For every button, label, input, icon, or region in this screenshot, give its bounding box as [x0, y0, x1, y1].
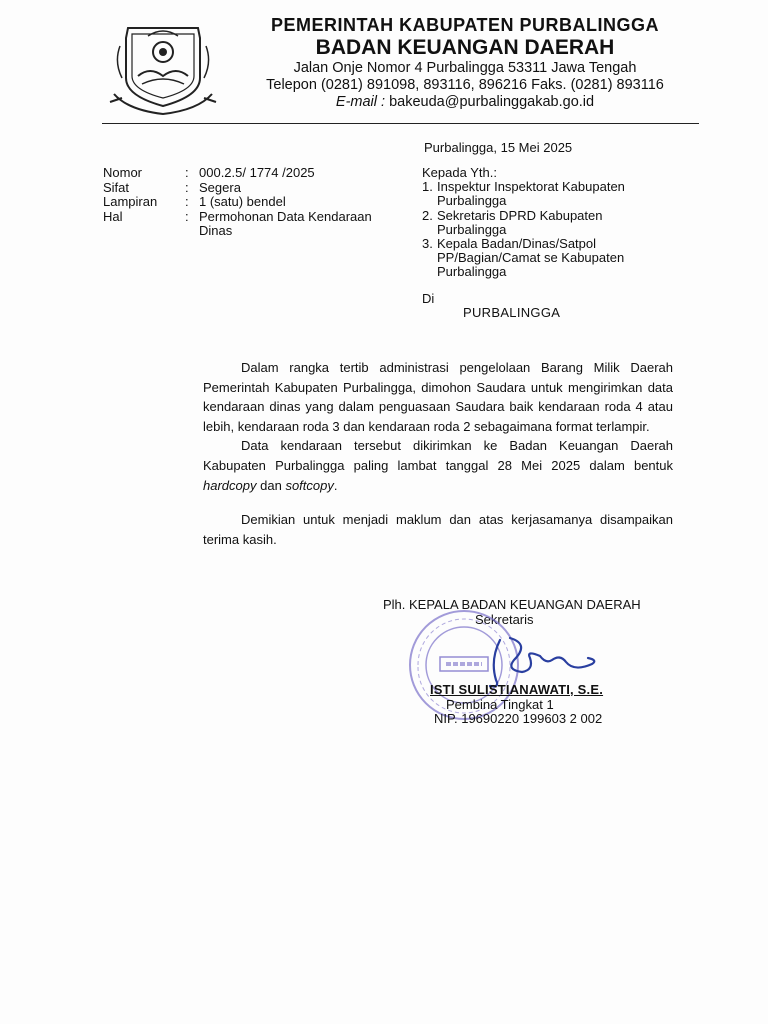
p2-hardcopy: hardcopy	[203, 477, 257, 493]
p2-softcopy: softcopy	[285, 477, 334, 493]
letterhead	[245, 14, 685, 111]
meta-value: Permohonan Data Kendaraan Dinas	[199, 208, 372, 238]
meta-value: Segera	[199, 179, 241, 195]
list-item	[422, 237, 672, 280]
meta-sep: :	[185, 165, 189, 180]
body-paragraph-2	[203, 436, 673, 495]
meta-row	[103, 210, 397, 239]
recipient-number: 1.	[422, 179, 433, 195]
p2-end: .	[333, 477, 338, 493]
regency-emblem-icon	[108, 18, 218, 116]
meta-sep: :	[185, 194, 189, 209]
recipient-city: PURBALINGGA	[463, 305, 561, 320]
meta-sep: :	[185, 208, 189, 224]
signature-title: Plh. KEPALA BADAN KEUANGAN DAERAH	[383, 597, 641, 612]
signatory-nip: NIP. 19690220 199603 2 002	[434, 711, 603, 726]
meta-key: Lampiran	[103, 194, 158, 209]
recipients	[422, 166, 672, 280]
list-item	[422, 180, 672, 208]
signature-subtitle: Sekretaris	[475, 611, 534, 627]
recipient-number: 3.	[422, 236, 433, 252]
letterhead-agency: BADAN KEUANGAN DAERAH	[315, 36, 615, 59]
signatory-name: ISTI SULISTIANAWATI, S.E.	[430, 682, 604, 697]
email-label: E-mail :	[335, 94, 386, 110]
recipient-text: Inspektur Inspektorat Kabupaten Purbalingga	[437, 179, 625, 209]
meta-row	[103, 195, 397, 210]
letterhead-divider	[102, 123, 699, 124]
meta-value: 000.2.5/ 1774 /2025	[199, 165, 315, 180]
p2-text: Data kendaraan tersebut dikirimkan ke Badan Keuangan Daerah Kabupaten Purbalingga paling lambat tanggal 28 Mei 2025 dalam bentuk	[203, 438, 673, 473]
body-paragraph-1: Dalam rangka tertib administrasi pengelolaan Barang Milik Daerah Pemerintah Kabupaten Purbalingga, dimohon Saudara untuk mengirimkan data kendaraan dinas yang dalam penguasaan Saudara baik kendaraan roda 4 atau lebih, kendaraan roda 3 dan kendaraan roda 2 sebagaimana format terlampir.	[203, 360, 673, 434]
recipient-number: 2.	[422, 207, 433, 223]
letterhead-email-line	[245, 94, 685, 111]
meta-key: Nomor	[103, 165, 143, 180]
meta-value: 1 (satu) bendel	[199, 194, 286, 209]
meta-key: Hal	[103, 208, 123, 224]
email-address: bakeuda@purbalinggakab.go.id	[389, 94, 595, 110]
recipients-heading: Kepada Yth.:	[422, 165, 497, 180]
letterhead-government: PEMERINTAH KABUPATEN PURBALINGGA	[271, 15, 659, 35]
meta-row	[103, 166, 397, 181]
meta-sep: :	[185, 179, 189, 195]
recipient-text: Sekretaris DPRD Kabupaten Purbalingga	[437, 207, 603, 237]
meta-row	[103, 181, 397, 196]
letterhead-address: Jalan Onje Nomor 4 Purbalingga 53311 Jawa Tengah	[293, 60, 637, 76]
recipient-di: Di	[422, 291, 435, 306]
body-paragraph-3: Demikian untuk menjadi maklum dan atas kerjasamanya disampaikan terima kasih.	[203, 512, 673, 547]
meta-key: Sifat	[103, 179, 130, 195]
p2-and: dan	[260, 477, 282, 493]
letter-date: Purbalingga, 15 Mei 2025	[424, 140, 573, 155]
handwritten-signature-icon	[470, 630, 605, 690]
letterhead-phone: Telepon (0281) 891098, 893116, 896216 Faks. (0281) 893116	[266, 77, 664, 93]
letter-body	[203, 358, 673, 549]
list-item	[422, 209, 672, 237]
signatory-rank: Pembina Tingkat 1	[446, 697, 554, 712]
recipient-list	[422, 180, 672, 279]
recipient-text: Kepala Badan/Dinas/Satpol PP/Bagian/Camat se Kabupaten Purbalingga	[437, 236, 625, 280]
letter-meta	[103, 166, 397, 239]
